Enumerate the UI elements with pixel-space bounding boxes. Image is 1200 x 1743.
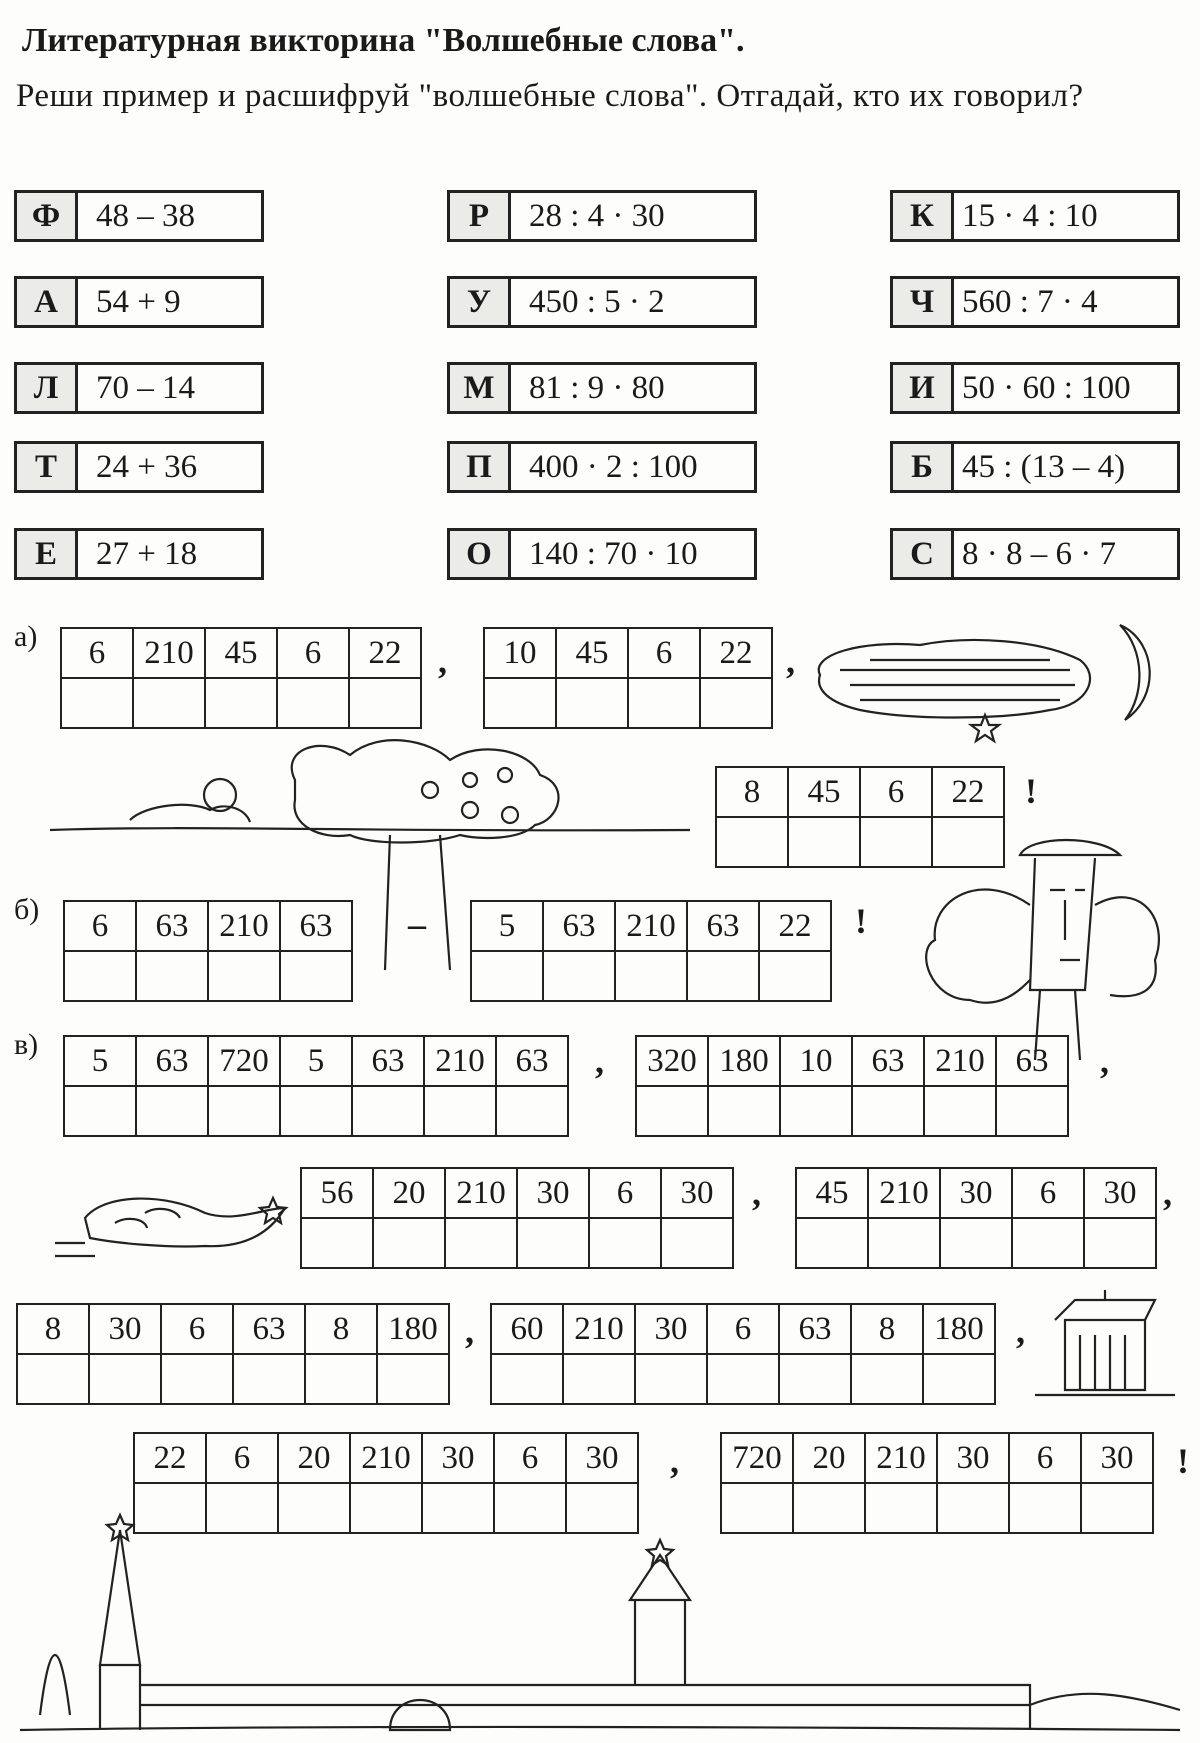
key-expression: 400 · 2 : 100 — [529, 448, 698, 485]
cipher-number-cell: 20 — [793, 1433, 865, 1483]
answer-letter-cell[interactable] — [161, 1354, 233, 1404]
cipher-number-cell: 45 — [788, 767, 860, 817]
comma-mark: , — [1100, 1041, 1109, 1081]
cipher-number-cell: 210 — [868, 1168, 940, 1218]
cipher-number-cell: 720 — [721, 1433, 793, 1483]
cipher-number-cell: 6 — [161, 1304, 233, 1354]
answer-letter-cell[interactable] — [636, 1086, 708, 1136]
key-cell — [447, 441, 757, 493]
cipher-number-cell: 63 — [496, 1036, 568, 1086]
cipher-number-cell: 8 — [851, 1304, 923, 1354]
answer-letter-cell[interactable] — [61, 678, 133, 728]
key-letter: Ф — [17, 193, 78, 239]
cipher-number-cell: 63 — [779, 1304, 851, 1354]
section-label-b: б) — [14, 893, 40, 926]
cipher-number-cell: 180 — [377, 1304, 449, 1354]
dash-mark: – — [408, 904, 426, 944]
key-letter: А — [17, 279, 78, 325]
cipher-number-cell: 63 — [687, 901, 759, 951]
answer-letter-cell[interactable] — [349, 678, 421, 728]
answer-letter-cell[interactable] — [233, 1354, 305, 1404]
key-letter: Б — [893, 444, 954, 490]
key-cell — [14, 190, 264, 242]
answer-letter-cell[interactable] — [780, 1086, 852, 1136]
key-expression: 54 + 9 — [96, 283, 181, 320]
cipher-number-cell: 210 — [615, 901, 687, 951]
answer-letter-cell[interactable] — [940, 1218, 1012, 1268]
answer-letter-cell[interactable] — [700, 678, 772, 728]
kremlin-walls-illustration — [20, 1515, 1180, 1740]
cipher-number-cell: 22 — [759, 901, 831, 951]
key-expression: 70 – 14 — [96, 369, 195, 406]
cipher-number-cell: 30 — [422, 1433, 494, 1483]
answer-letter-cell[interactable] — [133, 678, 205, 728]
cipher-number-cell: 60 — [491, 1304, 563, 1354]
cipher-number-cell: 5 — [64, 1036, 136, 1086]
key-expression: 27 + 18 — [96, 535, 198, 572]
cipher-number-cell: 22 — [134, 1433, 206, 1483]
cipher-number-cell: 210 — [865, 1433, 937, 1483]
cipher-grid-v3 — [300, 1167, 734, 1269]
comma-mark: , — [786, 641, 795, 681]
cipher-number-cell: 6 — [64, 901, 136, 951]
key-letter: О — [450, 531, 511, 577]
cipher-number-cell: 63 — [136, 901, 208, 951]
cipher-grid-a1 — [60, 627, 422, 729]
cipher-number-cell: 6 — [494, 1433, 566, 1483]
answer-letter-cell[interactable] — [17, 1354, 89, 1404]
comma-mark: , — [1016, 1311, 1025, 1351]
cipher-number-cell: 8 — [17, 1304, 89, 1354]
key-expression: 8 · 8 – 6 · 7 — [962, 535, 1116, 572]
key-expression: 50 · 60 : 100 — [962, 369, 1131, 406]
section-label-v: в) — [14, 1028, 39, 1061]
cipher-number-cell: 6 — [589, 1168, 661, 1218]
key-cell — [447, 190, 757, 242]
answer-letter-cell[interactable] — [445, 1218, 517, 1268]
cipher-grid-v1 — [63, 1035, 569, 1137]
answer-letter-cell[interactable] — [923, 1354, 995, 1404]
key-letter: К — [893, 193, 954, 239]
cipher-number-cell: 10 — [484, 628, 556, 678]
cipher-number-cell: 45 — [205, 628, 277, 678]
magic-slippers-illustration — [55, 1178, 295, 1278]
answer-letter-cell[interactable] — [788, 817, 860, 867]
key-letter: М — [450, 365, 511, 411]
cipher-grid-a2 — [483, 627, 773, 729]
cipher-number-cell: 22 — [700, 628, 772, 678]
cipher-number-cell: 210 — [563, 1304, 635, 1354]
answer-letter-cell[interactable] — [277, 678, 349, 728]
answer-letter-cell[interactable] — [496, 1086, 568, 1136]
answer-letter-cell[interactable] — [280, 1086, 352, 1136]
answer-letter-cell[interactable] — [373, 1218, 445, 1268]
cipher-number-cell: 210 — [208, 901, 280, 951]
cipher-number-cell: 180 — [923, 1304, 995, 1354]
key-expression: 28 : 4 · 30 — [529, 197, 665, 234]
cipher-number-cell: 45 — [556, 628, 628, 678]
answer-letter-cell[interactable] — [996, 1086, 1068, 1136]
cipher-number-cell: 56 — [301, 1168, 373, 1218]
answer-letter-cell[interactable] — [563, 1354, 635, 1404]
cipher-number-cell: 6 — [707, 1304, 779, 1354]
cipher-number-cell: 30 — [940, 1168, 1012, 1218]
cipher-number-cell: 63 — [996, 1036, 1068, 1086]
cipher-number-cell: 720 — [208, 1036, 280, 1086]
answer-letter-cell[interactable] — [852, 1086, 924, 1136]
answer-letter-cell[interactable] — [779, 1354, 851, 1404]
cipher-number-cell: 22 — [932, 767, 1004, 817]
cipher-grid-v4 — [795, 1167, 1157, 1269]
exclamation-mark: ! — [1177, 1441, 1189, 1481]
answer-letter-cell[interactable] — [305, 1354, 377, 1404]
cipher-number-cell: 30 — [937, 1433, 1009, 1483]
key-letter: П — [450, 444, 511, 490]
answer-letter-cell[interactable] — [424, 1086, 496, 1136]
answer-letter-cell[interactable] — [1084, 1218, 1156, 1268]
comma-mark: , — [670, 1441, 679, 1481]
cipher-number-cell: 8 — [716, 767, 788, 817]
instruction-text: Реши пример и расшифруй "волшебные слова". Отгадай, кто их говорил? — [16, 78, 1084, 114]
cipher-number-cell: 63 — [852, 1036, 924, 1086]
answer-letter-cell[interactable] — [208, 1086, 280, 1136]
key-cell — [14, 528, 264, 580]
answer-letter-cell[interactable] — [301, 1218, 373, 1268]
cipher-number-cell: 210 — [924, 1036, 996, 1086]
key-expression: 81 : 9 · 80 — [529, 369, 665, 406]
answer-letter-cell[interactable] — [517, 1218, 589, 1268]
key-cell — [890, 362, 1180, 414]
cipher-number-cell: 30 — [566, 1433, 638, 1483]
key-cell — [447, 528, 757, 580]
answer-letter-cell[interactable] — [628, 678, 700, 728]
answer-letter-cell[interactable] — [851, 1354, 923, 1404]
quiz-title: Литературная викторина "Волшебные слова". — [22, 22, 745, 59]
key-cell — [447, 362, 757, 414]
cipher-number-cell: 63 — [280, 901, 352, 951]
comma-mark: , — [595, 1041, 604, 1081]
key-cell — [447, 276, 757, 328]
key-expression: 140 : 70 · 10 — [529, 535, 698, 572]
comma-mark: , — [465, 1311, 474, 1351]
cipher-number-cell: 6 — [277, 628, 349, 678]
tree-and-sleeping-man-illustration — [50, 740, 690, 970]
section-label-a: а) — [14, 620, 38, 653]
key-expression: 450 : 5 · 2 — [529, 283, 665, 320]
answer-letter-cell[interactable] — [661, 1218, 733, 1268]
cipher-number-cell: 320 — [636, 1036, 708, 1086]
cipher-number-cell: 210 — [445, 1168, 517, 1218]
answer-letter-cell[interactable] — [352, 1086, 424, 1136]
cipher-number-cell: 20 — [373, 1168, 445, 1218]
answer-letter-cell[interactable] — [716, 817, 788, 867]
comma-mark: , — [438, 641, 447, 681]
key-cell — [890, 276, 1180, 328]
cipher-number-cell: 45 — [796, 1168, 868, 1218]
key-letter: Е — [17, 531, 78, 577]
cipher-number-cell: 6 — [1009, 1433, 1081, 1483]
cipher-number-cell: 210 — [350, 1433, 422, 1483]
comma-mark: , — [752, 1173, 761, 1213]
woodcutter-character-illustration — [870, 830, 1170, 1060]
key-letter: Р — [450, 193, 511, 239]
key-letter: С — [893, 531, 954, 577]
exclamation-mark: ! — [1025, 771, 1037, 811]
cipher-number-cell: 10 — [780, 1036, 852, 1086]
answer-letter-cell[interactable] — [89, 1354, 161, 1404]
key-letter: Т — [17, 444, 78, 490]
cipher-number-cell: 30 — [661, 1168, 733, 1218]
cipher-number-cell: 6 — [1012, 1168, 1084, 1218]
cipher-number-cell: 6 — [61, 628, 133, 678]
cipher-grid-v6 — [490, 1303, 996, 1405]
answer-letter-cell[interactable] — [759, 951, 831, 1001]
cipher-grid-v5 — [16, 1303, 450, 1405]
answer-letter-cell[interactable] — [868, 1218, 940, 1268]
key-expression: 15 · 4 : 10 — [962, 197, 1098, 234]
cipher-number-cell: 8 — [305, 1304, 377, 1354]
cipher-number-cell: 63 — [136, 1036, 208, 1086]
key-cell — [14, 441, 264, 493]
cipher-number-cell: 63 — [233, 1304, 305, 1354]
cipher-number-cell: 30 — [635, 1304, 707, 1354]
cipher-number-cell: 30 — [1084, 1168, 1156, 1218]
key-cell — [890, 528, 1180, 580]
answer-letter-cell[interactable] — [484, 678, 556, 728]
cipher-number-cell: 20 — [278, 1433, 350, 1483]
hut-illustration — [1035, 1290, 1175, 1400]
key-cell — [890, 441, 1180, 493]
cipher-number-cell: 30 — [1081, 1433, 1153, 1483]
exclamation-mark: ! — [855, 901, 867, 941]
key-expression: 45 : (13 – 4) — [962, 448, 1126, 485]
night-cloud-moon-illustration — [800, 615, 1165, 740]
answer-letter-cell[interactable] — [491, 1354, 563, 1404]
answer-letter-cell[interactable] — [687, 951, 759, 1001]
cipher-number-cell: 6 — [628, 628, 700, 678]
cipher-number-cell: 30 — [517, 1168, 589, 1218]
cipher-number-cell: 63 — [352, 1036, 424, 1086]
key-letter: У — [450, 279, 511, 325]
key-expression: 560 : 7 · 4 — [962, 283, 1098, 320]
cipher-number-cell: 5 — [471, 901, 543, 951]
answer-letter-cell[interactable] — [589, 1218, 661, 1268]
cipher-number-cell: 6 — [860, 767, 932, 817]
cipher-number-cell: 5 — [280, 1036, 352, 1086]
key-cell — [14, 276, 264, 328]
answer-letter-cell[interactable] — [707, 1354, 779, 1404]
cipher-number-cell: 180 — [708, 1036, 780, 1086]
key-expression: 24 + 36 — [96, 448, 198, 485]
key-letter: Ч — [893, 279, 954, 325]
cipher-number-cell: 210 — [133, 628, 205, 678]
comma-mark: , — [1163, 1173, 1172, 1213]
key-letter: И — [893, 365, 954, 411]
answer-letter-cell[interactable] — [64, 1086, 136, 1136]
answer-letter-cell[interactable] — [377, 1354, 449, 1404]
key-expression: 48 – 38 — [96, 197, 195, 234]
answer-letter-cell[interactable] — [556, 678, 628, 728]
key-letter: Л — [17, 365, 78, 411]
answer-letter-cell[interactable] — [205, 678, 277, 728]
answer-letter-cell[interactable] — [1012, 1218, 1084, 1268]
answer-letter-cell[interactable] — [136, 1086, 208, 1136]
answer-letter-cell[interactable] — [635, 1354, 707, 1404]
key-cell — [890, 190, 1180, 242]
cipher-number-cell: 210 — [424, 1036, 496, 1086]
cipher-number-cell: 30 — [89, 1304, 161, 1354]
answer-letter-cell[interactable] — [796, 1218, 868, 1268]
cipher-number-cell: 6 — [206, 1433, 278, 1483]
cipher-number-cell: 63 — [543, 901, 615, 951]
answer-letter-cell[interactable] — [924, 1086, 996, 1136]
cipher-number-cell: 22 — [349, 628, 421, 678]
answer-letter-cell[interactable] — [708, 1086, 780, 1136]
key-cell — [14, 362, 264, 414]
